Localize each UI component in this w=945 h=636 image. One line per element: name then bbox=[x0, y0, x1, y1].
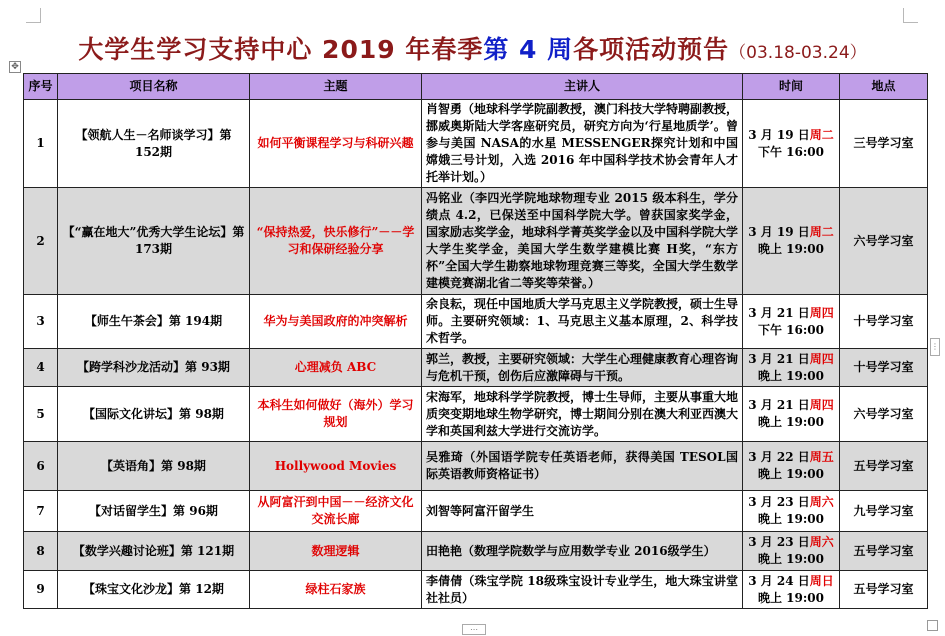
row-clock: 下午 16:00 bbox=[757, 322, 824, 337]
schedule-table bbox=[23, 73, 928, 609]
row-time bbox=[743, 532, 840, 571]
row-date: 3 月 19 日 bbox=[748, 225, 810, 239]
row-topic: Hollywood Movies bbox=[250, 442, 422, 491]
row-no: 6 bbox=[24, 442, 58, 491]
row-no: 8 bbox=[24, 532, 58, 571]
table-bottom-handle-icon[interactable]: ⋯ bbox=[462, 624, 486, 635]
page-title bbox=[0, 32, 945, 71]
row-place: 三号学习室 bbox=[840, 100, 928, 188]
table-side-handle-icon[interactable]: ⋮ bbox=[930, 338, 940, 356]
row-project: 【领航人生－名师谈学习】第 152期 bbox=[58, 100, 250, 188]
row-no: 5 bbox=[24, 387, 58, 442]
title-suffix: 各项活动预告 bbox=[573, 35, 730, 64]
row-clock: 晚上 19:00 bbox=[757, 590, 824, 605]
row-project: 【师生午茶会】第 194期 bbox=[58, 295, 250, 349]
row-project: 【跨学科沙龙活动】第 93期 bbox=[58, 349, 250, 387]
row-project: 【数学兴趣讨论班】第 121期 bbox=[58, 532, 250, 571]
row-speaker: 冯铭业（李四光学院地球物理专业 2015 级本科生，学分绩点 4.2，已保送至中国科学院大学。曾获国家奖学金，国家励志奖学金，地球科学菁英奖学金以及中国科学院大学大学生奖学金，美国大学生数学建模比赛 H奖，“东方杯”全国大学生勘察地球物理竞赛三等奖，全国大学生数学建模竞赛湖北省二等奖等荣誉。） bbox=[422, 188, 743, 295]
column-header-project: 项目名称 bbox=[58, 74, 250, 100]
row-weekday: 周二 bbox=[809, 225, 834, 239]
column-header-time: 时间 bbox=[743, 74, 840, 100]
column-header-speaker: 主讲人 bbox=[422, 74, 743, 100]
row-time bbox=[743, 349, 840, 387]
row-place: 九号学习室 bbox=[840, 491, 928, 532]
row-time bbox=[743, 571, 840, 609]
table-row bbox=[24, 387, 928, 442]
row-date: 3 月 21 日 bbox=[748, 305, 810, 320]
table-header-row bbox=[24, 74, 928, 100]
row-date: 3 月 22 日 bbox=[748, 450, 810, 464]
row-place: 十号学习室 bbox=[840, 349, 928, 387]
row-project: 【“赢在地大”优秀大学生论坛】第 173期 bbox=[58, 188, 250, 295]
row-date: 3 月 19 日 bbox=[748, 127, 810, 142]
row-place: 十号学习室 bbox=[840, 295, 928, 349]
row-speaker: 刘智等阿富汗留学生 bbox=[422, 491, 743, 532]
table-row bbox=[24, 532, 928, 571]
row-speaker: 吴雅琦（外国语学院专任英语老师，获得美国 TESOL国际英语教师资格证书） bbox=[422, 442, 743, 491]
title-prefix: 大学生学习支持中心 2019 年春季 bbox=[78, 35, 484, 64]
row-topic: “保持热爱，快乐修行”－－学习和保研经验分享 bbox=[250, 188, 422, 295]
row-weekday: 周四 bbox=[809, 398, 834, 412]
row-weekday: 周四 bbox=[809, 351, 834, 366]
row-project: 【英语角】第 98期 bbox=[58, 442, 250, 491]
column-header-topic: 主题 bbox=[250, 74, 422, 100]
row-speaker: 肖智勇（地球科学学院副教授，澳门科技大学特聘副教授，挪威奥斯陆大学客座研究员，研究方向为‘行星地质学’。曾参与美国 NASA的水星 MESSENGER探究计划和中国嫦娥三号计划，入选 2016 年中国科学技术协会青年人才托举计划。） bbox=[422, 100, 743, 188]
row-topic: 如何平衡课程学习与科研兴趣 bbox=[250, 100, 422, 188]
row-weekday: 周日 bbox=[809, 573, 834, 588]
row-weekday: 周五 bbox=[809, 450, 834, 464]
table-row bbox=[24, 442, 928, 491]
row-no: 2 bbox=[24, 188, 58, 295]
row-place: 五号学习室 bbox=[840, 442, 928, 491]
row-weekday: 周六 bbox=[809, 495, 834, 509]
row-no: 9 bbox=[24, 571, 58, 609]
crop-mark-top-left bbox=[26, 8, 41, 23]
table-row bbox=[24, 188, 928, 295]
row-time bbox=[743, 295, 840, 349]
row-speaker: 田艳艳（数理学院数学与应用数学专业 2016级学生） bbox=[422, 532, 743, 571]
row-place: 五号学习室 bbox=[840, 571, 928, 609]
row-topic: 心理减负 ABC bbox=[250, 349, 422, 387]
row-time bbox=[743, 188, 840, 295]
row-place: 五号学习室 bbox=[840, 532, 928, 571]
table-row bbox=[24, 571, 928, 609]
row-project: 【对话留学生】第 96期 bbox=[58, 491, 250, 532]
row-time bbox=[743, 100, 840, 188]
row-clock: 下午 16:00 bbox=[757, 144, 824, 159]
row-weekday: 周六 bbox=[809, 535, 834, 549]
row-speaker: 李倩倩（珠宝学院 18级珠宝设计专业学生，地大珠宝讲堂社社员） bbox=[422, 571, 743, 609]
row-clock: 晚上 19:00 bbox=[757, 415, 824, 429]
title-date-range: （03.18-03.24） bbox=[729, 43, 867, 63]
row-weekday: 周二 bbox=[809, 127, 834, 142]
row-date: 3 月 23 日 bbox=[748, 535, 810, 549]
row-speaker: 宋海军，地球科学学院教授，博士生导师，主要从事重大地质突变期地球生物学研究，博士期间分别在澳大利亚西澳大学和英国利兹大学进行交流访学。 bbox=[422, 387, 743, 442]
row-place: 六号学习室 bbox=[840, 188, 928, 295]
row-project: 【国际文化讲坛】第 98期 bbox=[58, 387, 250, 442]
row-clock: 晚上 19:00 bbox=[757, 467, 824, 481]
table-row bbox=[24, 100, 928, 188]
row-clock: 晚上 19:00 bbox=[757, 242, 824, 256]
row-date: 3 月 21 日 bbox=[748, 398, 810, 412]
title-week: 第 4 周 bbox=[483, 35, 574, 64]
table-row bbox=[24, 295, 928, 349]
row-speaker: 郭兰，教授，主要研究领域：大学生心理健康教育心理咨询与危机干预，创伤后应激障碍与干预。 bbox=[422, 349, 743, 387]
row-time bbox=[743, 387, 840, 442]
crop-mark-top-right bbox=[903, 8, 918, 23]
row-topic: 本科生如何做好（海外）学习规划 bbox=[250, 387, 422, 442]
row-no: 7 bbox=[24, 491, 58, 532]
row-date: 3 月 23 日 bbox=[748, 495, 810, 509]
row-clock: 晚上 19:00 bbox=[757, 512, 824, 526]
table-resize-handle-icon[interactable] bbox=[927, 620, 938, 631]
row-speaker: 余良耘，现任中国地质大学马克思主义学院教授，硕士生导师。主要研究领域：1、马克思主义基本原理，2、科学技术哲学。 bbox=[422, 295, 743, 349]
row-clock: 晚上 19:00 bbox=[757, 552, 824, 566]
row-clock: 晚上 19:00 bbox=[757, 368, 824, 383]
row-date: 3 月 21 日 bbox=[748, 351, 810, 366]
table-row bbox=[24, 491, 928, 532]
row-time bbox=[743, 491, 840, 532]
table-move-handle-icon[interactable]: ✥ bbox=[9, 61, 21, 73]
row-topic: 数理逻辑 bbox=[250, 532, 422, 571]
row-topic: 从阿富汗到中国－－经济文化交流长廊 bbox=[250, 491, 422, 532]
row-project: 【珠宝文化沙龙】第 12期 bbox=[58, 571, 250, 609]
row-no: 3 bbox=[24, 295, 58, 349]
row-topic: 绿柱石家族 bbox=[250, 571, 422, 609]
table-row bbox=[24, 349, 928, 387]
row-topic: 华为与美国政府的冲突解析 bbox=[250, 295, 422, 349]
row-date: 3 月 24 日 bbox=[748, 573, 810, 588]
row-weekday: 周四 bbox=[809, 305, 834, 320]
column-header-place: 地点 bbox=[840, 74, 928, 100]
row-time bbox=[743, 442, 840, 491]
row-no: 1 bbox=[24, 100, 58, 188]
row-place: 六号学习室 bbox=[840, 387, 928, 442]
column-header-no: 序号 bbox=[24, 74, 58, 100]
row-no: 4 bbox=[24, 349, 58, 387]
